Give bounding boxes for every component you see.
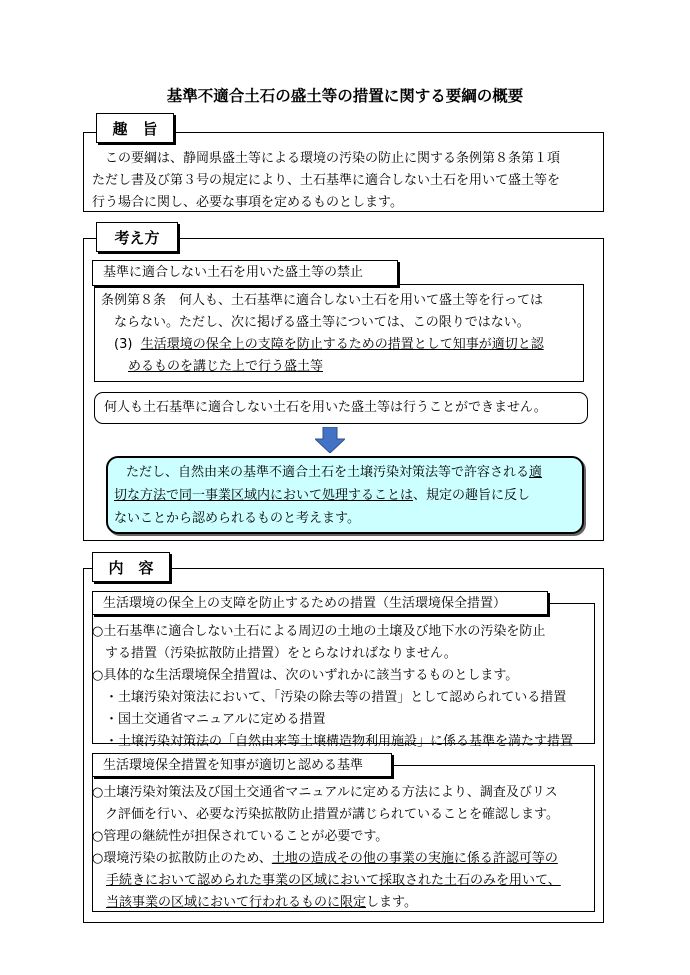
measures-line-5: ・国土交通省マニュアルに定める措置 bbox=[92, 712, 326, 727]
exception-note-text-1: ただし、自然由来の基準不適合土石を土壌汚染対策法等で許容される bbox=[126, 465, 530, 480]
prohibition-label: 基準に適合しない土石を用いた盛土等の禁止 bbox=[92, 260, 398, 286]
measures-line-6: ・土壌汚染対策法の「自然由来等土壌構造物利用施設」に係る基準を満たす措置 bbox=[92, 734, 574, 749]
article-item-text-2: めるものを講じた上で行う盛土等 bbox=[128, 359, 324, 374]
criteria-text-6-underlined: 当該事業の区域において行われるものに限定 bbox=[106, 895, 367, 910]
measures-label: 生活環境の保全上の支障を防止するための措置（生活環境保全措置） bbox=[92, 591, 548, 615]
criteria-line-1: ○土壌汚染対策法及び国土交通省マニュアルに定める方法により、調査及びリス bbox=[92, 785, 558, 800]
purpose-tab: 趣 旨 bbox=[96, 113, 174, 143]
article-line-2: ならない。ただし、次に掲げる盛土等については、この限りではない。 bbox=[114, 315, 530, 330]
article-item-text-1: 生活環境の保全上の支障を防止するための措置として知事が適切と認 bbox=[140, 337, 544, 352]
down-arrow-icon bbox=[315, 427, 345, 453]
measures-line-2: する措置（汚染拡散防止措置）をとらなければなりません。 bbox=[92, 646, 457, 661]
exception-note-text-2: 、規定の趣旨に反し bbox=[413, 488, 531, 503]
criteria-line-6 bbox=[106, 892, 417, 914]
criteria-line-5: 手続きにおいて認められた事業の区域において採取された土石のみを用いて、 bbox=[106, 873, 561, 888]
measures-line-1: ○土石基準に適合しない土石による周辺の土地の土壌及び地下水の汚染を防止 bbox=[92, 624, 546, 639]
purpose-line-1: この要綱は、静岡県盛土等による環境の汚染の防止に関する条例第８条第１項 bbox=[92, 151, 561, 166]
measures-line-3: ○具体的な生活環境保全措置は、次のいずれかに該当するものとします。 bbox=[92, 668, 519, 683]
criteria-line-3: ○管理の継続性が担保されていることが必要です。 bbox=[92, 829, 389, 844]
exception-note-line-2 bbox=[114, 485, 530, 507]
criteria-line-2: ク評価を行い、必要な汚染拡散防止措置が講じられていることを確認します。 bbox=[92, 807, 559, 822]
exception-note-text-2-underlined: 切な方法で同一事業区域内において処理することは bbox=[114, 488, 414, 503]
measures-line-4: ・土壌汚染対策法において、「汚染の除去等の措置」として認められている措置 bbox=[92, 690, 567, 705]
criteria-label: 生活環境保全措置を知事が適切と認める基準 bbox=[92, 753, 392, 777]
article-item-number: (3) bbox=[114, 337, 133, 352]
exception-note-line-3: ないことから認められるものと考えます。 bbox=[114, 511, 360, 526]
article-line-1: 条例第８条 何人も、土石基準に適合しない土石を用いて盛土等を行っては bbox=[101, 293, 544, 308]
criteria-line-4 bbox=[92, 848, 558, 870]
page-title: 基準不適合土石の盛土等の措置に関する要綱の概要 bbox=[166, 87, 524, 105]
purpose-line-3: 行う場合に関し、必要な事項を定めるものとします。 bbox=[92, 195, 403, 210]
summary-text: 何人も土石基準に適合しない土石を用いた盛土等は行うことができません。 bbox=[104, 400, 547, 415]
criteria-text-6: します。 bbox=[366, 895, 417, 910]
criteria-text-4: ○環境汚染の拡散防止のため、 bbox=[92, 851, 272, 866]
approach-tab: 考え方 bbox=[96, 222, 178, 252]
exception-note-line-1 bbox=[126, 462, 542, 484]
criteria-text-4-underlined: 土地の造成その他の事業の実施に係る許認可等の bbox=[271, 851, 558, 866]
content-tab: 内 容 bbox=[92, 552, 170, 582]
purpose-line-2: ただし書及び第３号の規定により、土石基準に適合しない土石を用いて盛土等を bbox=[92, 173, 561, 188]
article-item bbox=[114, 334, 544, 356]
exception-note-text-1-underlined: 適 bbox=[529, 465, 543, 480]
